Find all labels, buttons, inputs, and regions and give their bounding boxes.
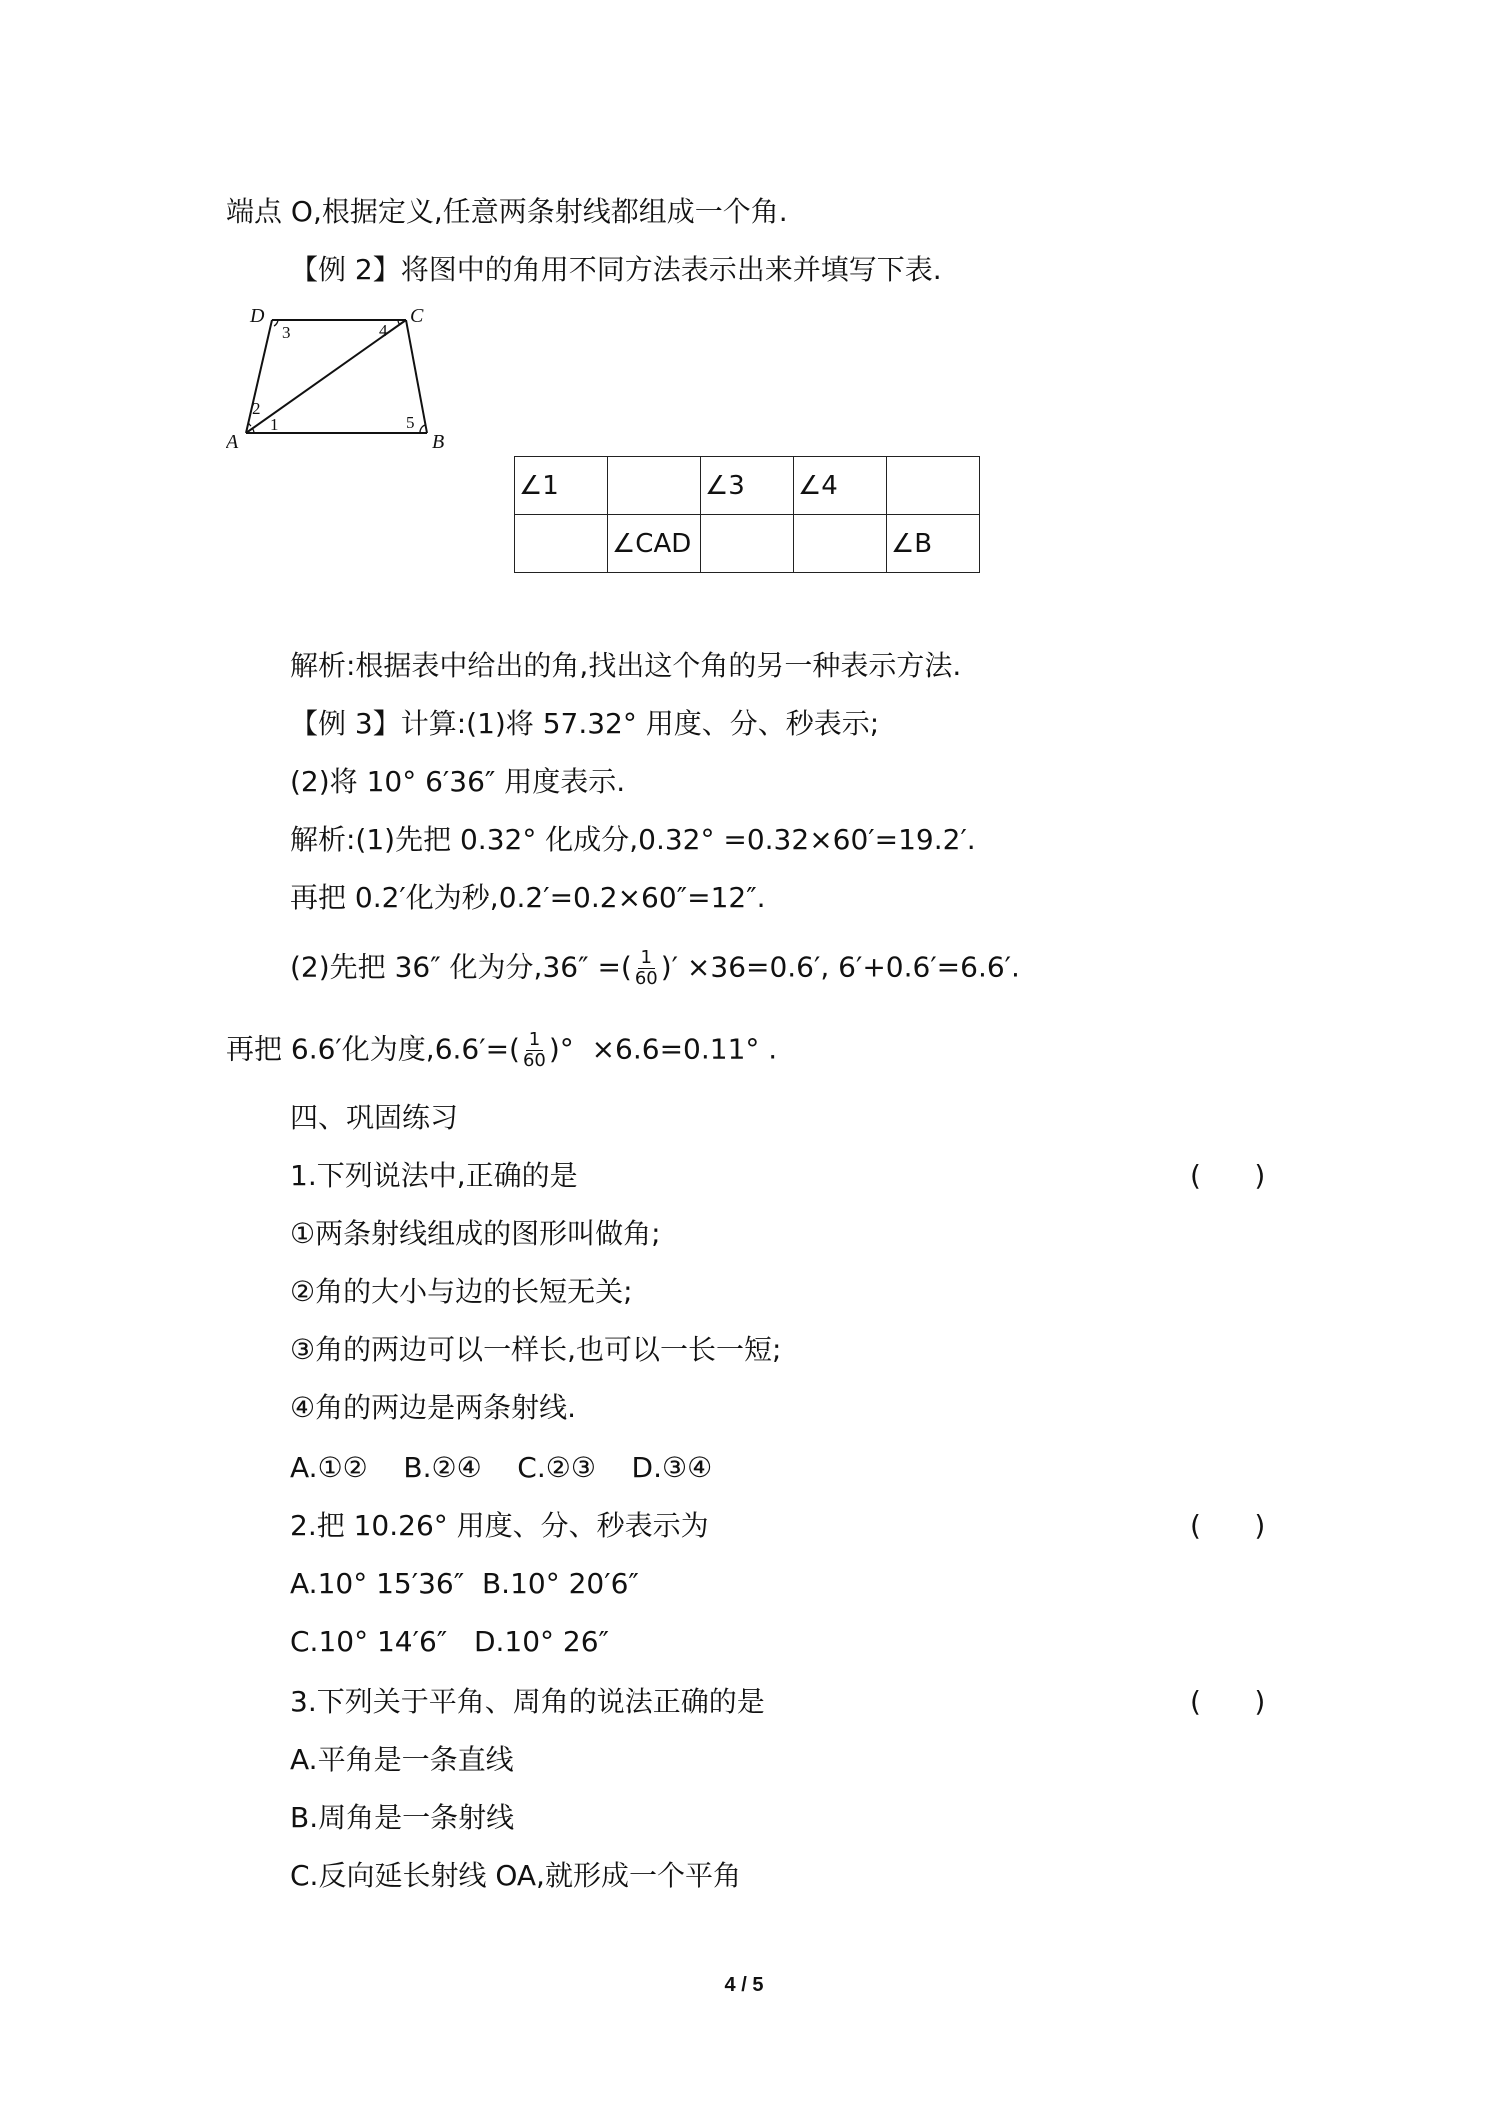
table-cell: ∠3 — [701, 457, 794, 515]
question-2-options-line-1: A.10° 15′36″ B.10° 20′6″ — [290, 1567, 639, 1600]
angle-2-mark: 2 — [252, 399, 261, 418]
question-3-option-a: A.平角是一条直线 — [290, 1743, 514, 1776]
question-1-options: A.①② B.②④ C.②③ D.③④ — [290, 1451, 713, 1484]
angle-3-mark: 3 — [282, 323, 291, 342]
question-2-options-line-2: C.10° 14′6″ D.10° 26″ — [290, 1625, 610, 1658]
fraction-numerator: 1 — [526, 1030, 543, 1051]
analysis-3-prefix: (2)先把 36″ 化为分,36″ =( — [290, 950, 632, 984]
table-cell — [887, 457, 980, 515]
angle-table — [514, 456, 980, 573]
table-cell: ∠4 — [794, 457, 887, 515]
question-3-answer-blank: ( ) — [1190, 1685, 1266, 1718]
question-2-stem: 2.把 10.26° 用度、分、秒表示为 — [290, 1509, 709, 1542]
table-cell — [608, 457, 701, 515]
question-1-statement-2: ②角的大小与边的长短无关; — [290, 1275, 633, 1308]
fraction-numerator: 1 — [638, 948, 655, 969]
question-3-option-c: C.反向延长射线 OA,就形成一个平角 — [290, 1859, 741, 1892]
question-1-answer-blank: ( ) — [1190, 1159, 1266, 1192]
fraction-one-sixtieth — [521, 1030, 548, 1071]
angle-5-mark: 5 — [406, 413, 415, 432]
example-3-analysis-2: 再把 0.2′化为秒,0.2′=0.2×60″=12″. — [290, 881, 766, 914]
question-3-stem: 3.下列关于平角、周角的说法正确的是 — [290, 1685, 765, 1718]
table-cell — [701, 515, 794, 573]
example-3-analysis-4 — [226, 1030, 777, 1071]
table-cell: ∠B — [887, 515, 980, 573]
table-cell — [794, 515, 887, 573]
angle-4-mark: 4 — [379, 321, 388, 340]
practice-heading: 四、巩固练习 — [290, 1101, 459, 1134]
example-3-analysis-1: 解析:(1)先把 0.32° 化成分,0.32° =0.32×60′=19.2′. — [290, 823, 976, 856]
point-c-label: C — [410, 305, 424, 327]
table-row — [515, 457, 980, 515]
question-1-statement-4: ④角的两边是两条射线. — [290, 1391, 577, 1424]
example-3-analysis-3 — [290, 948, 1020, 989]
intro-tail-text: 端点 O,根据定义,任意两条射线都组成一个角. — [226, 195, 788, 228]
page-number: 4 / 5 — [724, 1974, 764, 1996]
trapezoid-figure — [226, 298, 456, 458]
fraction-denominator: 60 — [634, 968, 658, 989]
point-d-label: D — [250, 305, 265, 327]
table-row — [515, 515, 980, 573]
question-1-statement-1: ①两条射线组成的图形叫做角; — [290, 1217, 661, 1250]
angle-1-mark: 1 — [270, 415, 279, 434]
question-1-stem: 1.下列说法中,正确的是 — [290, 1159, 578, 1192]
table-cell: ∠1 — [515, 457, 608, 515]
example-2-analysis: 解析:根据表中给出的角,找出这个角的另一种表示方法. — [290, 649, 962, 682]
question-1-statement-3: ③角的两边可以一样长,也可以一长一短; — [290, 1333, 782, 1366]
question-3-option-b: B.周角是一条射线 — [290, 1801, 515, 1834]
question-2-answer-blank: ( ) — [1190, 1509, 1266, 1542]
point-b-label: B — [432, 431, 445, 453]
fraction-denominator: 60 — [522, 1050, 546, 1071]
example-2-heading: 【例 2】将图中的角用不同方法表示出来并填写下表. — [290, 253, 942, 286]
example-3-part-2: (2)将 10° 6′36″ 用度表示. — [290, 765, 626, 798]
example-3-heading: 【例 3】计算:(1)将 57.32° 用度、分、秒表示; — [290, 707, 880, 740]
fraction-one-sixtieth — [633, 948, 660, 989]
analysis-4-prefix: 再把 6.6′化为度,6.6′=( — [226, 1032, 520, 1066]
table-cell — [515, 515, 608, 573]
table-cell: ∠CAD — [608, 515, 701, 573]
point-a-label: A — [226, 431, 239, 453]
analysis-4-suffix: )° ×6.6=0.11° . — [548, 1032, 778, 1066]
analysis-3-suffix: )′ ×36=0.6′, 6′+0.6′=6.6′. — [660, 950, 1020, 984]
